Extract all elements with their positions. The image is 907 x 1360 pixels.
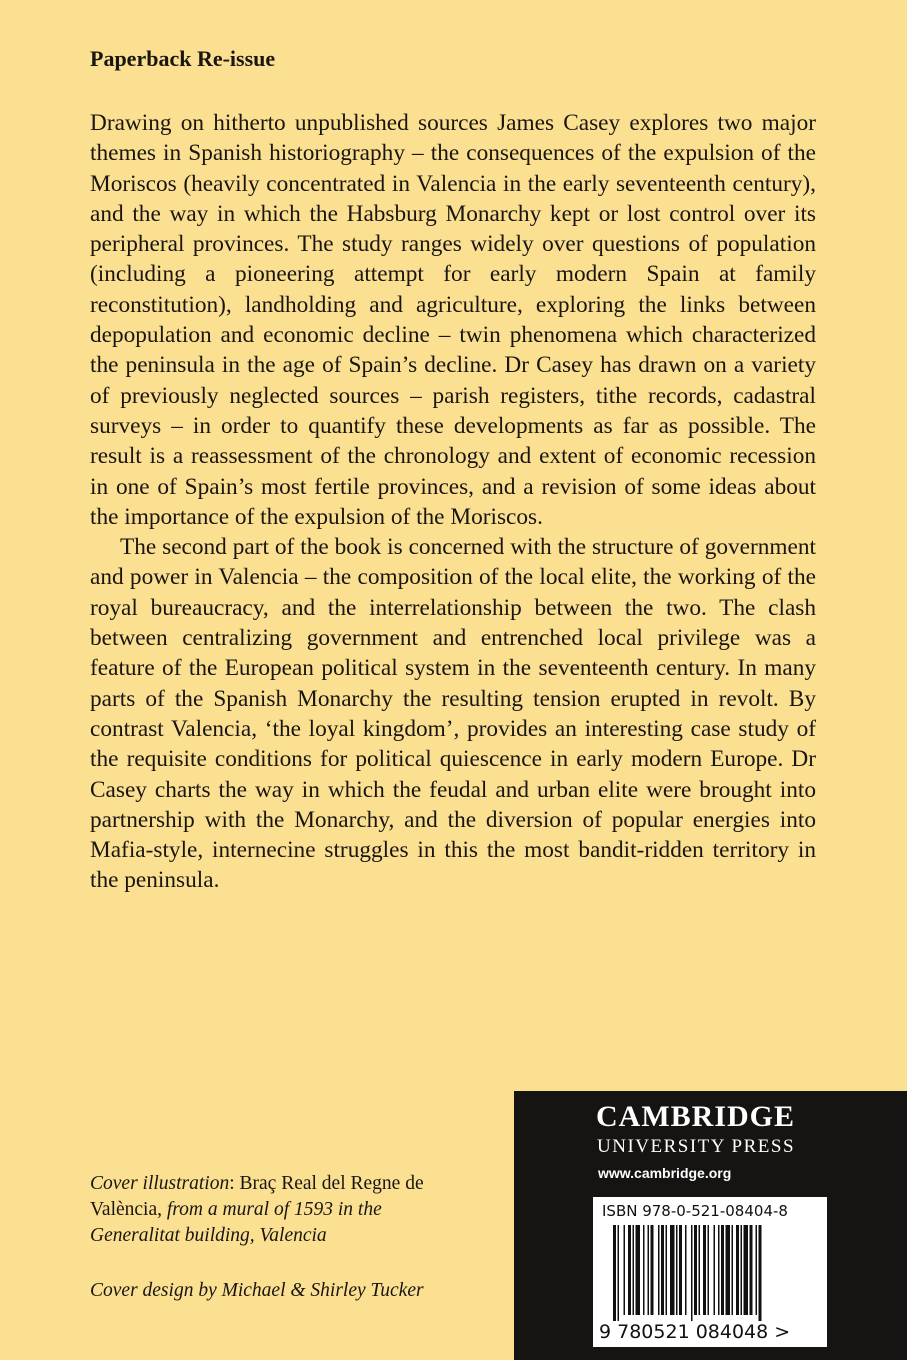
blurb-text	[90, 108, 816, 896]
barcode-icon	[599, 1225, 821, 1321]
barcode-box	[593, 1197, 827, 1347]
barcode-digits: 9 780521 084048 >	[599, 1321, 791, 1343]
isbn-label: ISBN 978-0-521-08404-8	[602, 1202, 788, 1220]
blurb-paragraph: The second part of the book is concerned with the structure of government and power in Valencia – the composition of the local elite, the working of the royal bureaucracy, and the interrelationship between the two. The clash between centralizing government and entrenched local privilege was a feature of the European political system in the seventeenth century. In many parts of the Spanish Monarchy the resulting tension erupted in revolt. By contrast Valencia, ‘the loyal kingdom’, provides an interesting case study of the requisite conditions for political quiescence in early modern Europe. Dr Casey charts the way in which the feudal and urban elite were brought into partnership with the Monarchy, and the diversion of popular energies into Mafia-style, internecine struggles in this the most bandit-ridden territory in the peninsula.	[90, 534, 816, 894]
publisher-url: www.cambridge.org	[598, 1165, 732, 1181]
blurb-paragraph: Drawing on hitherto unpublished sources James Casey explores two major themes in Spanish historiography – the consequences of the expulsion of the Moriscos (heavily concentrated in Valencia in the early seventeenth century), and the way in which the Habsburg Monarchy kept or lost control over its peripheral provinces. The study ranges widely over questions of population (including a pioneering attempt for early modern Spain at family reconstitution), landholding and agriculture, exploring the links between depopulation and economic decline – twin phenomena which characterized the peninsula in the age of Spain’s decline. Dr Casey has drawn on a variety of previously neglected sources – parish registers, tithe records, cadastral surveys – in order to quantify these developments as far as possible. The result is a reassessment of the chronology and extent of economic recession in one of Spain’s most fertile provinces, and a revision of some ideas about the importance of the expulsion of the Moriscos.	[90, 110, 816, 530]
illustration-title: : Braç Real del Regne de València,	[90, 1173, 424, 1220]
illustration-source: from a mural of 1593 in the Generalitat building, Valencia	[90, 1199, 382, 1246]
illustration-label: Cover illustration	[90, 1173, 230, 1194]
cover-design-credit: Cover design by Michael & Shirley Tucker	[90, 1280, 424, 1301]
section-heading: Paperback Re-issue	[90, 46, 276, 71]
publisher-panel	[514, 1091, 907, 1360]
cover-illustration-credit	[90, 1171, 460, 1249]
publisher-name: CAMBRIDGE	[596, 1100, 796, 1133]
publisher-subtitle: UNIVERSITY PRESS	[597, 1136, 796, 1157]
